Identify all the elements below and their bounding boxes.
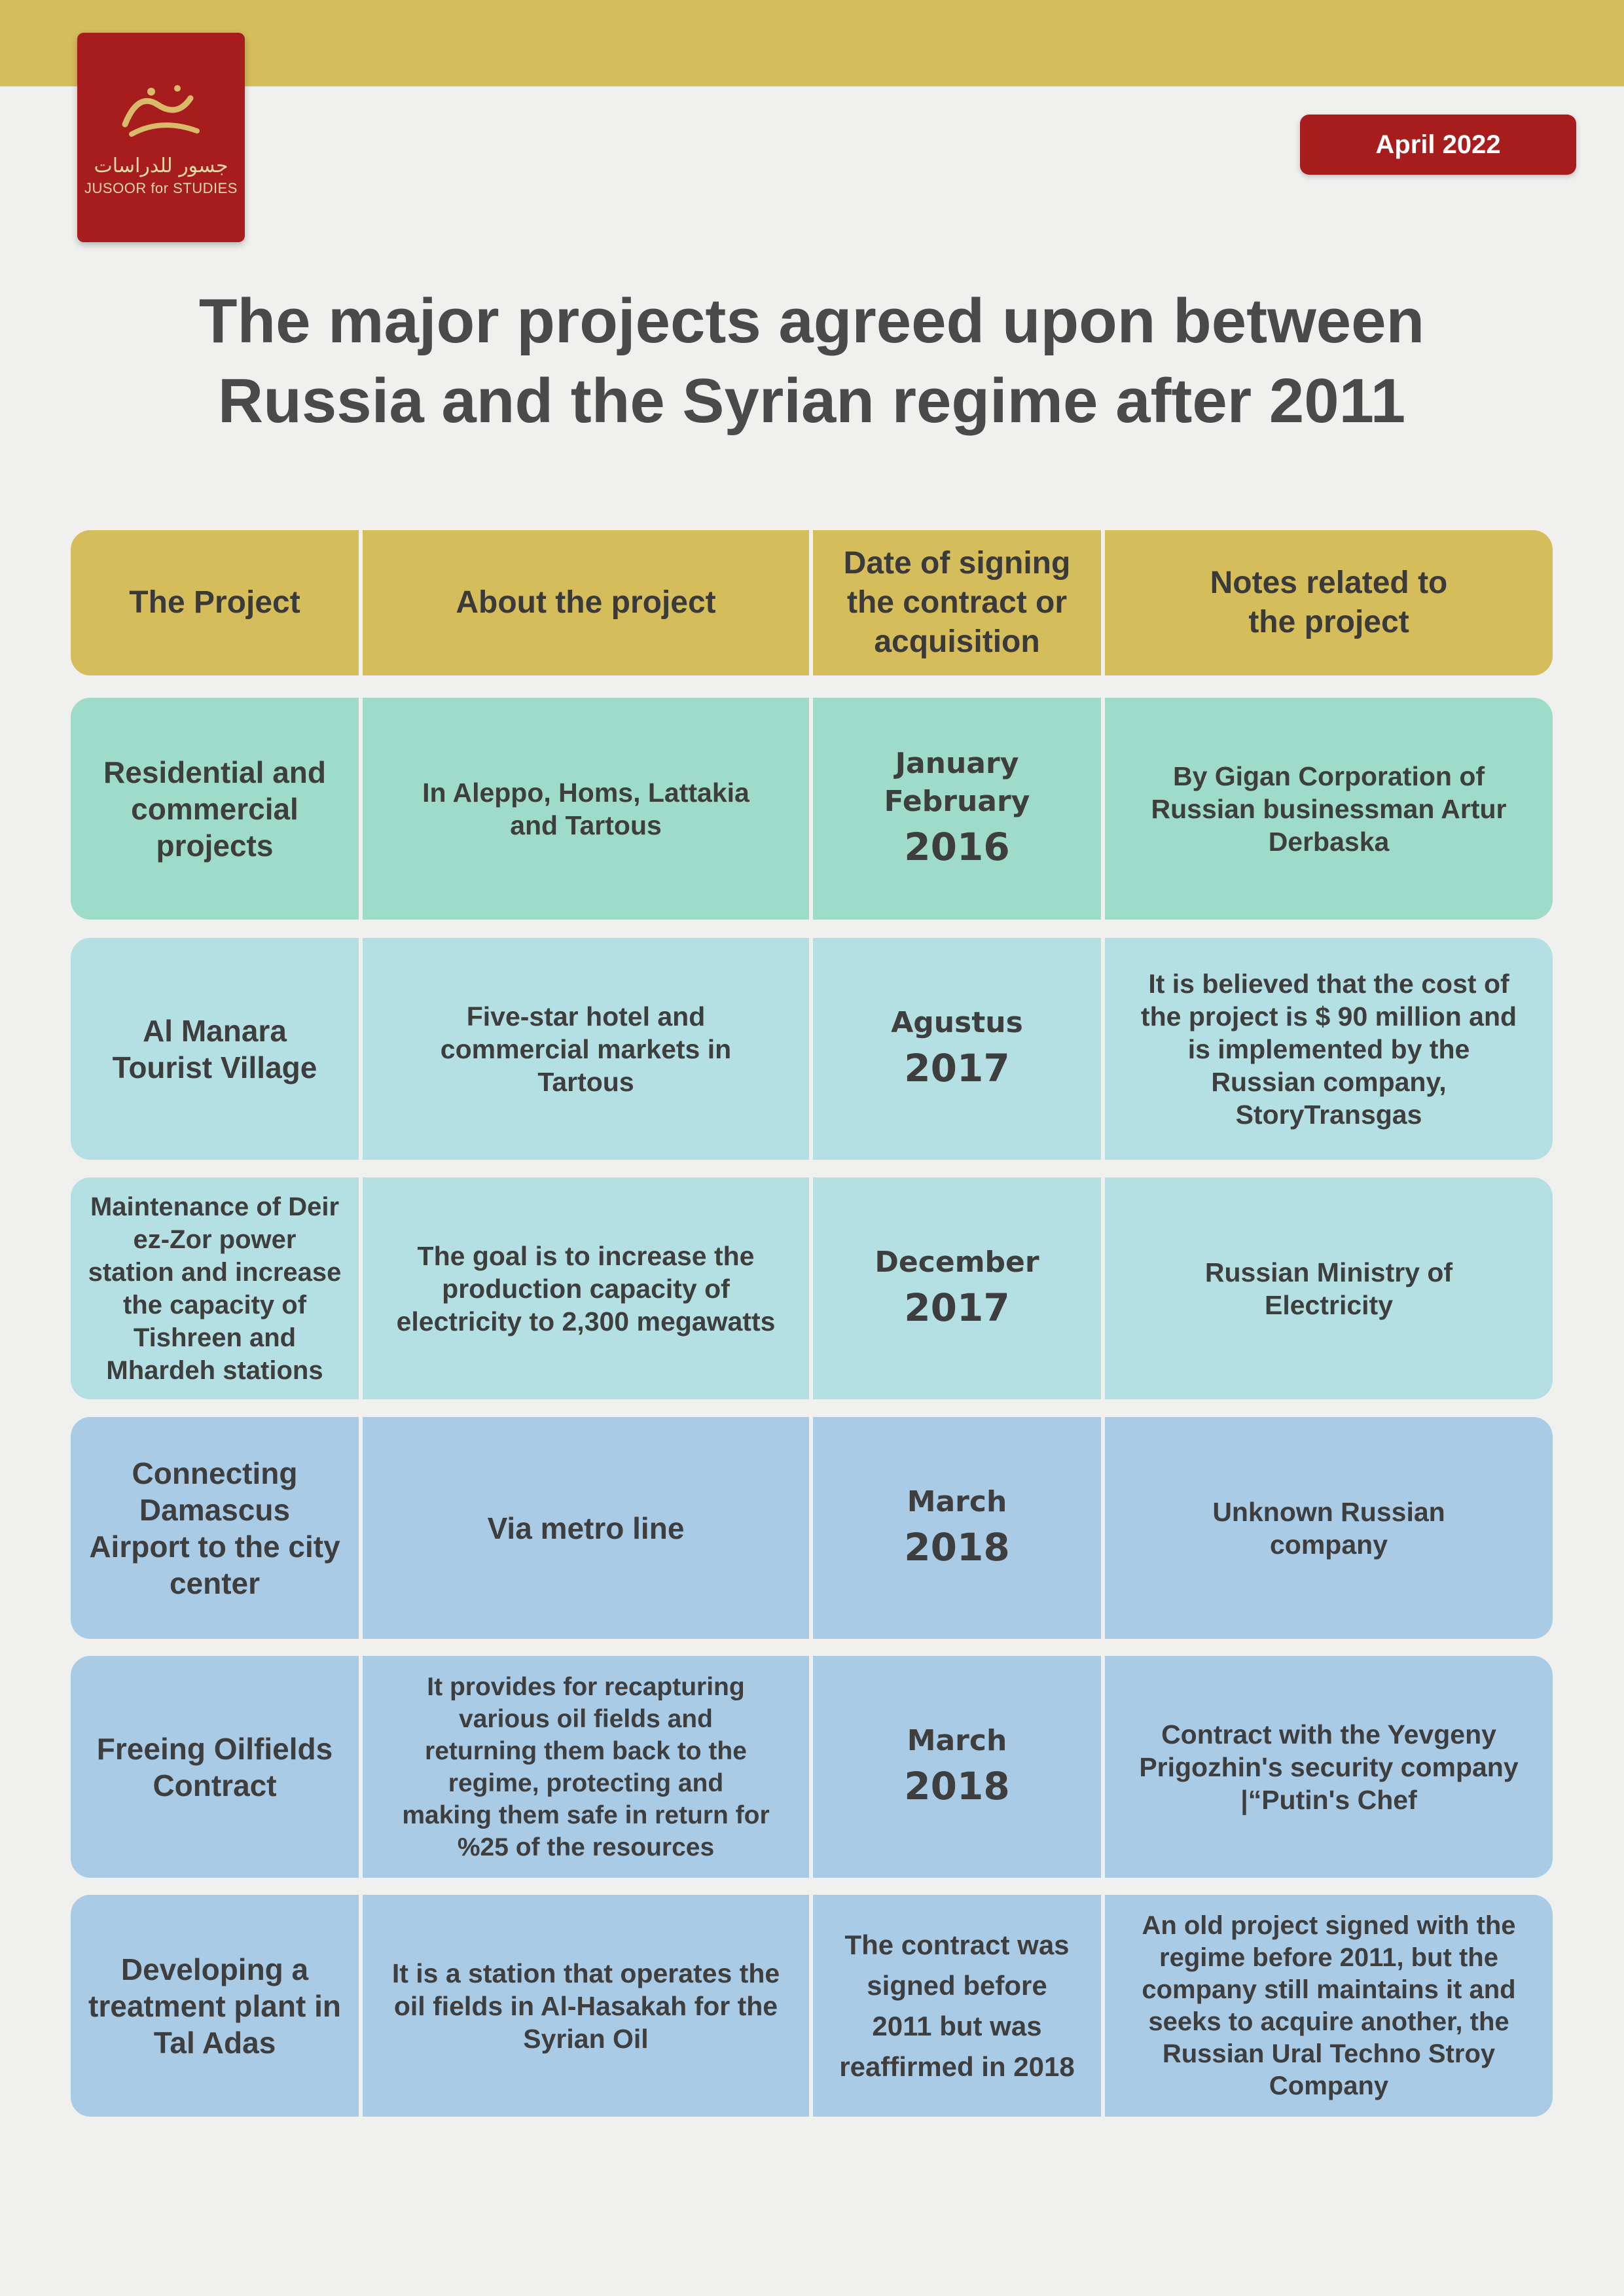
date-cell: Agustus 2017: [813, 938, 1101, 1160]
logo-arabic-text: جسور للدراسات: [94, 154, 228, 177]
about-cell: Five-star hotel and commercial markets in Tartous: [363, 938, 809, 1160]
about-cell: In Aleppo, Homs, Lattakia and Tartous: [363, 698, 809, 920]
date-cell: The contract was signed before 2011 but was reaffirmed in 2018: [813, 1895, 1101, 2117]
about-cell: Via metro line: [363, 1417, 809, 1639]
title-line-2: Russia and the Syrian regime after 2011: [217, 366, 1406, 436]
about-cell: It provides for recapturing various oil fields and returning them back to the regime, protecting and making them safe in return for %25 of the resources: [363, 1656, 809, 1878]
table-row: [71, 698, 1553, 920]
table-row: [71, 1417, 1553, 1639]
title-line-1: The major projects agreed upon between: [198, 286, 1425, 356]
date-cell: December 2017: [813, 1177, 1101, 1399]
calligraphy-logo-icon: [112, 79, 210, 151]
date-cell: January February 2016: [813, 698, 1101, 920]
about-cell: It is a station that operates the oil fields in Al-Hasakah for the Syrian Oil: [363, 1895, 809, 2117]
logo-english-text: JUSOOR for STUDIES: [84, 179, 238, 196]
notes-cell: It is believed that the cost of the project is $ 90 million and is implemented by the Russian company, StoryTransgas: [1105, 938, 1553, 1160]
header-notes: Notes related to the project: [1105, 530, 1553, 675]
project-cell: Al Manara Tourist Village: [71, 938, 359, 1160]
project-cell: Developing a treatment plant in Tal Adas: [71, 1895, 359, 2117]
project-cell: Residential and commercial projects: [71, 698, 359, 920]
date-cell: March 2018: [813, 1656, 1101, 1878]
jusoor-logo: [77, 33, 245, 242]
project-cell: Connecting Damascus Airport to the city center: [71, 1417, 359, 1639]
header-project: The Project: [71, 530, 359, 675]
header-date: Date of signing the contract or acquisition: [813, 530, 1101, 675]
project-cell: Freeing Oilfields Contract: [71, 1656, 359, 1878]
table-row: [71, 1895, 1553, 2117]
page-title: [92, 281, 1532, 441]
table-row: [71, 938, 1553, 1160]
project-cell: Maintenance of Deir ez-Zor power station and increase the capacity of Tishreen and Mhardeh stations: [71, 1177, 359, 1399]
date-cell: March 2018: [813, 1417, 1101, 1639]
notes-cell: Contract with the Yevgeny Prigozhin's security company |“Putin's Chef: [1105, 1656, 1553, 1878]
notes-cell: Unknown Russian company: [1105, 1417, 1553, 1639]
notes-cell: An old project signed with the regime before 2011, but the company still maintains it and seeks to acquire another, the Russian Ural Techno Stroy Company: [1105, 1895, 1553, 2117]
table-row: [71, 1177, 1553, 1399]
table-row: [71, 1656, 1553, 1878]
header-about: About the project: [363, 530, 809, 675]
notes-cell: Russian Ministry of Electricity: [1105, 1177, 1553, 1399]
table-header: [71, 530, 1553, 675]
about-cell: The goal is to increase the production capacity of electricity to 2,300 megawatts: [363, 1177, 809, 1399]
notes-cell: By Gigan Corporation of Russian businessman Artur Derbaska: [1105, 698, 1553, 920]
date-badge: April 2022: [1300, 115, 1576, 175]
